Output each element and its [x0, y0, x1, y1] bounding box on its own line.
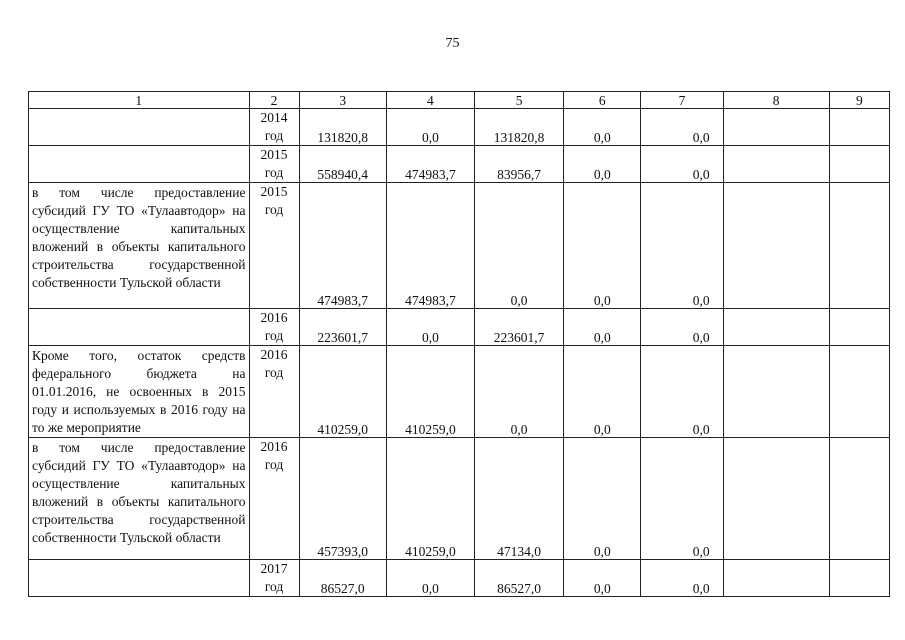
value-cell: 558940,4: [299, 146, 386, 183]
empty-cell: [723, 146, 829, 183]
empty-cell: [829, 560, 889, 597]
value-cell: 457393,0: [299, 438, 386, 560]
table-row: [29, 146, 890, 183]
row-year: 2016 год: [249, 309, 299, 346]
empty-cell: [723, 183, 829, 309]
row-year: 2014 год: [249, 109, 299, 146]
table-row: [29, 309, 890, 346]
row-year: 2016 год: [249, 346, 299, 438]
empty-cell: [723, 438, 829, 560]
empty-cell: [829, 346, 889, 438]
empty-cell: [829, 309, 889, 346]
table-row: [29, 109, 890, 146]
value-cell: 474983,7: [299, 183, 386, 309]
row-year: 2016 год: [249, 438, 299, 560]
row-description: [29, 109, 250, 146]
value-cell: 0,0: [641, 346, 723, 438]
value-cell: 0,0: [641, 109, 723, 146]
row-year: 2015 год: [249, 183, 299, 309]
row-description: [29, 309, 250, 346]
table-row: [29, 438, 890, 560]
column-header: 4: [386, 92, 474, 109]
value-cell: 0,0: [564, 109, 641, 146]
value-cell: 0,0: [475, 346, 564, 438]
page-number: 75: [445, 36, 460, 51]
empty-cell: [723, 309, 829, 346]
value-cell: 0,0: [641, 438, 723, 560]
row-year: 2015 год: [249, 146, 299, 183]
value-cell: 0,0: [386, 560, 474, 597]
value-cell: 131820,8: [299, 109, 386, 146]
budget-table: [28, 91, 890, 597]
column-header: 2: [249, 92, 299, 109]
table-row: [29, 183, 890, 309]
empty-cell: [723, 560, 829, 597]
column-header: 1: [29, 92, 250, 109]
column-header: 7: [641, 92, 723, 109]
value-cell: 0,0: [386, 309, 474, 346]
table-header-row: [29, 92, 890, 109]
value-cell: 0,0: [641, 309, 723, 346]
value-cell: 0,0: [641, 560, 723, 597]
value-cell: 86527,0: [475, 560, 564, 597]
empty-cell: [829, 183, 889, 309]
value-cell: 223601,7: [299, 309, 386, 346]
empty-cell: [723, 346, 829, 438]
row-description: [29, 560, 250, 597]
value-cell: 86527,0: [299, 560, 386, 597]
column-header: 3: [299, 92, 386, 109]
empty-cell: [829, 109, 889, 146]
value-cell: 0,0: [386, 109, 474, 146]
value-cell: 410259,0: [386, 346, 474, 438]
value-cell: 0,0: [564, 146, 641, 183]
value-cell: 0,0: [564, 183, 641, 309]
value-cell: 0,0: [564, 309, 641, 346]
row-description: [29, 146, 250, 183]
table-row: [29, 560, 890, 597]
value-cell: 223601,7: [475, 309, 564, 346]
row-description: Кроме того, остаток средств федерального бюджета на 01.01.2016, не освоенных в 2015 году и используемых в 2016 году на то же мероприятие: [29, 346, 250, 438]
value-cell: 0,0: [564, 560, 641, 597]
value-cell: 47134,0: [475, 438, 564, 560]
row-description: в том числе предоставление субсидий ГУ ТО «Тулаавтодор» на осуществление капитальных вложений в объекты капитального строительства государственной собственности Тульской области: [29, 183, 250, 309]
value-cell: 83956,7: [475, 146, 564, 183]
empty-cell: [723, 109, 829, 146]
table-row: [29, 346, 890, 438]
value-cell: 0,0: [641, 146, 723, 183]
row-year: 2017 год: [249, 560, 299, 597]
value-cell: 474983,7: [386, 146, 474, 183]
value-cell: 0,0: [564, 438, 641, 560]
column-header: 5: [475, 92, 564, 109]
value-cell: 474983,7: [386, 183, 474, 309]
empty-cell: [829, 146, 889, 183]
value-cell: 131820,8: [475, 109, 564, 146]
value-cell: 410259,0: [299, 346, 386, 438]
row-description: в том числе предоставление субсидий ГУ ТО «Тулаавтодор» на осуществление капитальных вложений в объекты капитального строительства государственной собственности Тульской области: [29, 438, 250, 560]
value-cell: 410259,0: [386, 438, 474, 560]
value-cell: 0,0: [564, 346, 641, 438]
column-header: 6: [564, 92, 641, 109]
column-header: 9: [829, 92, 889, 109]
value-cell: 0,0: [475, 183, 564, 309]
value-cell: 0,0: [641, 183, 723, 309]
column-header: 8: [723, 92, 829, 109]
empty-cell: [829, 438, 889, 560]
